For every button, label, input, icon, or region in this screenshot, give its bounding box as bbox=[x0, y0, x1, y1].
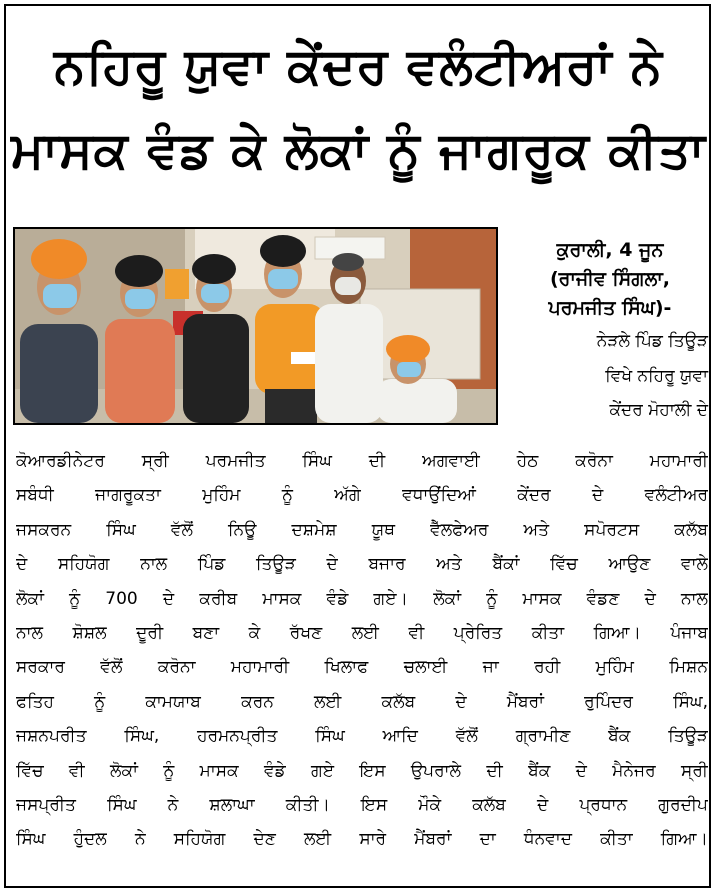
body-text-line: ਜਸ਼ਨਪਰੀਤ ਸਿੰਘ, ਹਰਮਨਪ੍ਰੀਤ ਸਿੰਘ ਆਦਿ ਵੱਲੋਂ ਗ੍ਰਾਮੀਣ ਬੈਂਕ ਤਿਊੜ bbox=[16, 726, 708, 747]
group-photo-illustration bbox=[15, 229, 496, 423]
headline-line-1: ਨਹਿਰੂ ਯੁਵਾ ਕੇਂਦਰ ਵਲੰਟੀਅਰਾਂ ਨੇ bbox=[54, 37, 663, 95]
body-text-line: ਕੋਆਰਡੀਨੇਟਰ ਸ੍ਰੀ ਪਰਮਜੀਤ ਸਿੰਘ ਦੀ ਅਗਵਾਈ ਹੇਠ ਕਰੋਨਾ ਮਹਾਮਾਰੀ bbox=[16, 451, 708, 471]
body-text-line: ਸਰਕਾਰ ਵੱਲੋਂ ਕਰੋਨਾ ਮਹਾਮਾਰੀ ਖਿਲਾਫ ਚਲਾਈ ਜਾ ਰਹੀ ਮੁਹਿੰਮ ਮਿਸ਼ਨ bbox=[16, 657, 708, 678]
body-text-line: ਫਤਿਹ ਨੂੰ ਕਾਮਯਾਬ ਕਰਨ ਲਈ ਕਲੱਬ ਦੇ ਮੈਂਬਰਾਂ ਰੁਪਿੰਦਰ ਸਿੰਘ, bbox=[16, 691, 708, 712]
article-body bbox=[16, 444, 708, 857]
news-photo bbox=[13, 227, 498, 425]
dateline-place-date: ਕੁਰਾਲੀ, 4 ਜੂਨ bbox=[556, 239, 664, 261]
body-text-line: ਜਸਪ੍ਰੀਤ ਸਿੰਘ ਨੇ ਸ਼ਲਾਘਾ ਕੀਤੀ। ਇਸ ਮੌਕੇ ਕਲੱਬ ਦੇ ਪ੍ਰਧਾਨ ਗੁਰਦੀਪ bbox=[16, 794, 708, 815]
side-text-line: ਵਿਖੇ ਨਹਿਰੂ ਯੁਵਾ bbox=[605, 366, 708, 386]
dateline-byline-1: (ਰਾਜੀਵ ਸਿੰਗਲਾ, bbox=[549, 268, 671, 290]
body-text-line: ਦੇ ਸਹਿਯੋਗ ਨਾਲ ਪਿੰਡ ਤਿਊੜ ਦੇ ਬਜਾਰ ਅਤੇ ਬੈਂਕਾਂ ਵਿੱਚ ਆਉਣ ਵਾਲੇ bbox=[16, 554, 708, 575]
body-text-line: ਨਾਲ ਸ਼ੋਸ਼ਲ ਦੂਰੀ ਬਣਾ ਕੇ ਰੱਖਣ ਲਈ ਵੀ ਪ੍ਰੇਰਿਤ ਕੀਤਾ ਗਿਆ। ਪੰਜਾਬ bbox=[16, 622, 708, 643]
dateline-byline-2: ਪਰਮਜੀਤ ਸਿੰਘ)- bbox=[548, 297, 672, 319]
body-text-line: ਵਿੱਚ ਵੀ ਲੋਕਾਂ ਨੂੰ ਮਾਸਕ ਵੰਡੇ ਗਏ ਇਸ ਉਪਰਾਲੇ ਦੀ ਬੈਂਕ ਦੇ ਮੈਨੇਜਰ ਸ੍ਰੀ bbox=[16, 760, 708, 781]
headline-line-2: ਮਾਸਕ ਵੰਡ ਕੇ ਲੋਕਾਂ ਨੂੰ ਜਾਗਰੂਕ ਕੀਤਾ bbox=[11, 121, 706, 179]
body-text-line: ਲੋਕਾਂ ਨੂੰ 700 ਦੇ ਕਰੀਬ ਮਾਸਕ ਵੰਡੇ ਗਏ। ਲੋਕਾਂ ਨੂੰ ਮਾਸਕ ਵੰਡਣ ਦੇ ਨਾਲ bbox=[16, 588, 708, 609]
side-text-line: ਨੇੜਲੇ ਪਿੰਡ ਤਿਊੜ bbox=[596, 331, 708, 351]
body-text-line: ਸਿੰਘ ਹੁੰਦਲ ਨੇ ਸਹਿਯੋਗ ਦੇਣ ਲਈ ਸਾਰੇ ਮੈਂਬਰਾਂ ਦਾ ਧੰਨਵਾਦ ਕੀਤਾ ਗਿਆ। bbox=[16, 829, 708, 850]
body-text-line: ਸਬੰਧੀ ਜਾਗਰੂਕਤਾ ਮੁਹਿੰਮ ਨੂੰ ਅੱਗੇ ਵਧਾਉਂਦਿਆਂ ਕੇਂਦਰ ਦੇ ਵਲੰਟੀਅਰ bbox=[16, 485, 708, 506]
side-text-line: ਕੇਂਦਰ ਮੋਹਾਲੀ ਦੇ bbox=[609, 400, 708, 420]
body-text-line: ਜਸਕਰਨ ਸਿੰਘ ਵੱਲੋਂ ਨਿਊ ਦਸ਼ਮੇਸ਼ ਯੂਥ ਵੈੱਲਫੇਅਰ ਅਤੇ ਸਪੋਰਟਸ ਕਲੱਬ bbox=[16, 519, 708, 540]
